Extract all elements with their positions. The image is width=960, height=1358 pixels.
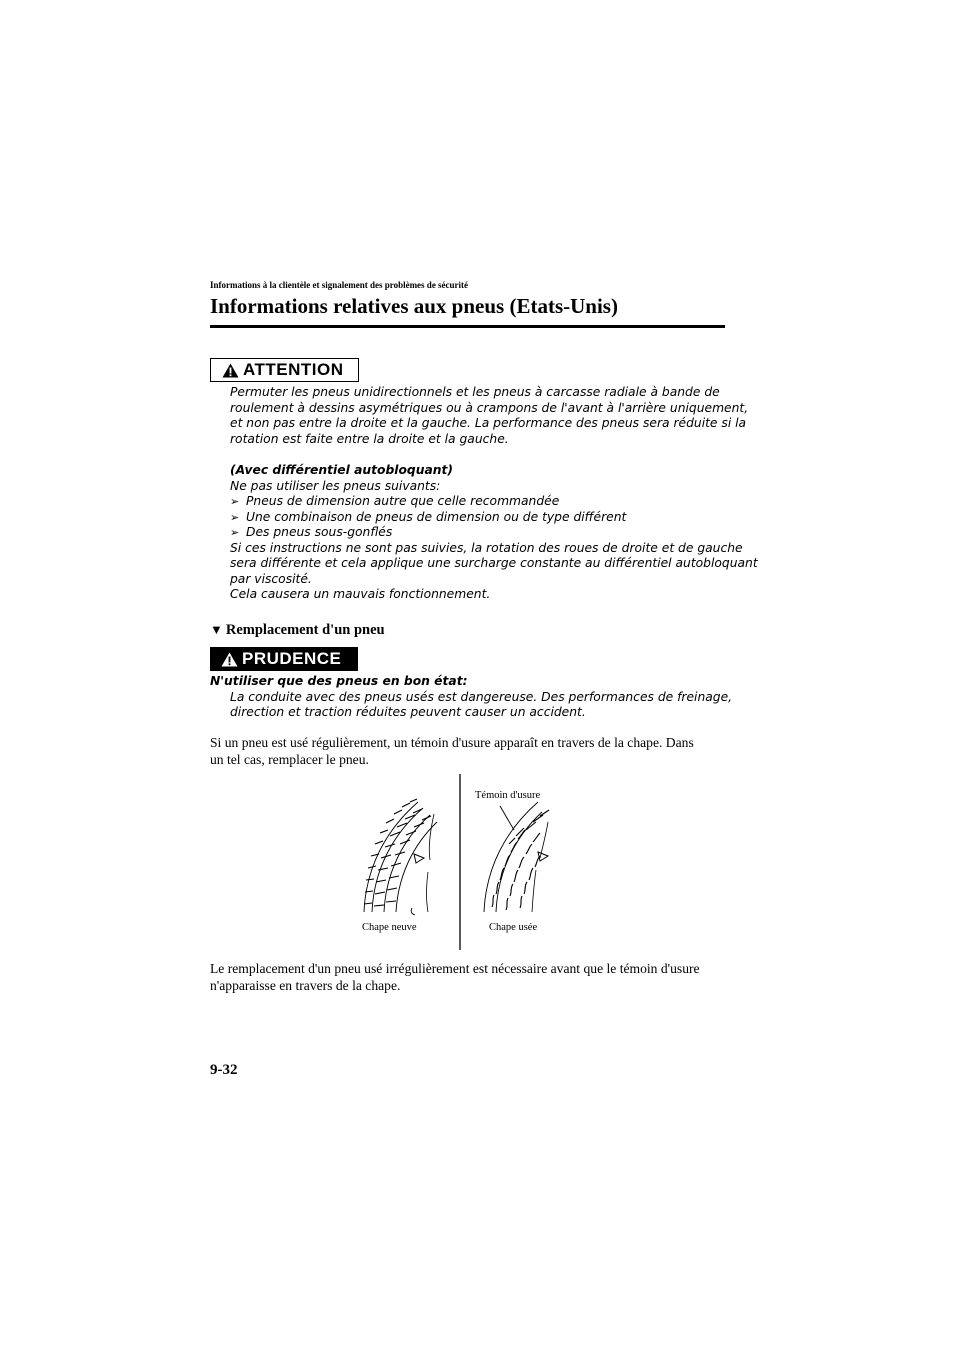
attention-label: ATTENTION [243,360,344,379]
text-line: Permuter les pneus unidirectionnels et les pneus à carcasse radiale à bande de [230,385,720,399]
new-tread-label: Chape neuve [362,922,417,933]
warning-icon [222,363,239,378]
text-line: n'apparaisse en travers de la chape. [210,978,401,993]
text-line: roulement à dessins asymétriques ou à crampons de l'avant à l'arrière uniquement, [230,400,749,415]
attention-badge [210,358,359,382]
bullet-arrow-icon: ➢ [230,526,240,539]
list-item: ➢ Une combinaison de pneus de dimension ou de type différent [230,509,627,524]
text-line: et non pas entre la droite et la gauche. La performance des pneus sera réduite si la [230,416,747,430]
text-line: un tel cas, remplacer le pneu. [210,752,369,767]
bullet-arrow-icon: ➢ [230,510,240,524]
triangle-marker-icon: ▼ [210,622,223,637]
attention-paragraph-2 [230,463,758,603]
page-number: 9-32 [210,1062,238,1078]
body-paragraph-1 [210,734,694,768]
text-line: par viscosité. [230,571,312,586]
text-line: sera différente et cela applique une surcharge constante au différentiel autobloquant [230,556,758,570]
prudence-label: PRUDENCE [242,649,342,668]
title-rule [210,325,725,328]
worn-tread-label: Chape usée [489,922,538,933]
text-line: Le remplacement d'un pneu usé irrégulièrement est nécessaire avant que le témoin d'usure [210,961,700,976]
prudence-lead: N'utiliser que des pneus en bon état: [210,674,468,688]
text-line: Si un pneu est usé régulièrement, un témoin d'usure apparaît en travers de la chape. Dans [210,735,694,750]
warning-icon [221,652,238,667]
prudence-text [210,674,732,721]
chapter-title: Informations à la clientèle et signalement des problèmes de sécurité [210,280,469,290]
list-item: ➢ Des pneus sous-gonflés [230,525,393,539]
list-item: ➢ Pneus de dimension autre que celle recommandée [230,494,560,508]
text-line: direction et traction réduites peuvent causer un accident. [230,705,586,719]
text-line: La conduite avec des pneus usés est dangereuse. Des performances de freinage, [230,689,733,704]
text-line: Ne pas utiliser les pneus suivants: [230,478,441,493]
section-heading: ▼ Remplacement d'un pneu [210,622,385,638]
attention-paragraph-1 [230,385,748,447]
tread-wear-figure [350,772,590,952]
text-line: Si ces instructions ne sont pas suivies, la rotation des roues de droite et de gauche [230,540,743,555]
body-paragraph-2 [210,960,700,994]
indicator-label: Témoin d'usure [475,790,541,801]
bullet-arrow-icon: ➢ [230,495,240,508]
text-line: Cela causera un mauvais fonctionnement. [230,587,491,601]
text-line: rotation est faite entre la droite et la gauche. [230,431,509,446]
attention-subheading: (Avec différentiel autobloquant) [230,463,454,477]
page-title: Informations relatives aux pneus (Etats-Unis) [210,294,618,318]
prudence-badge [210,647,358,671]
